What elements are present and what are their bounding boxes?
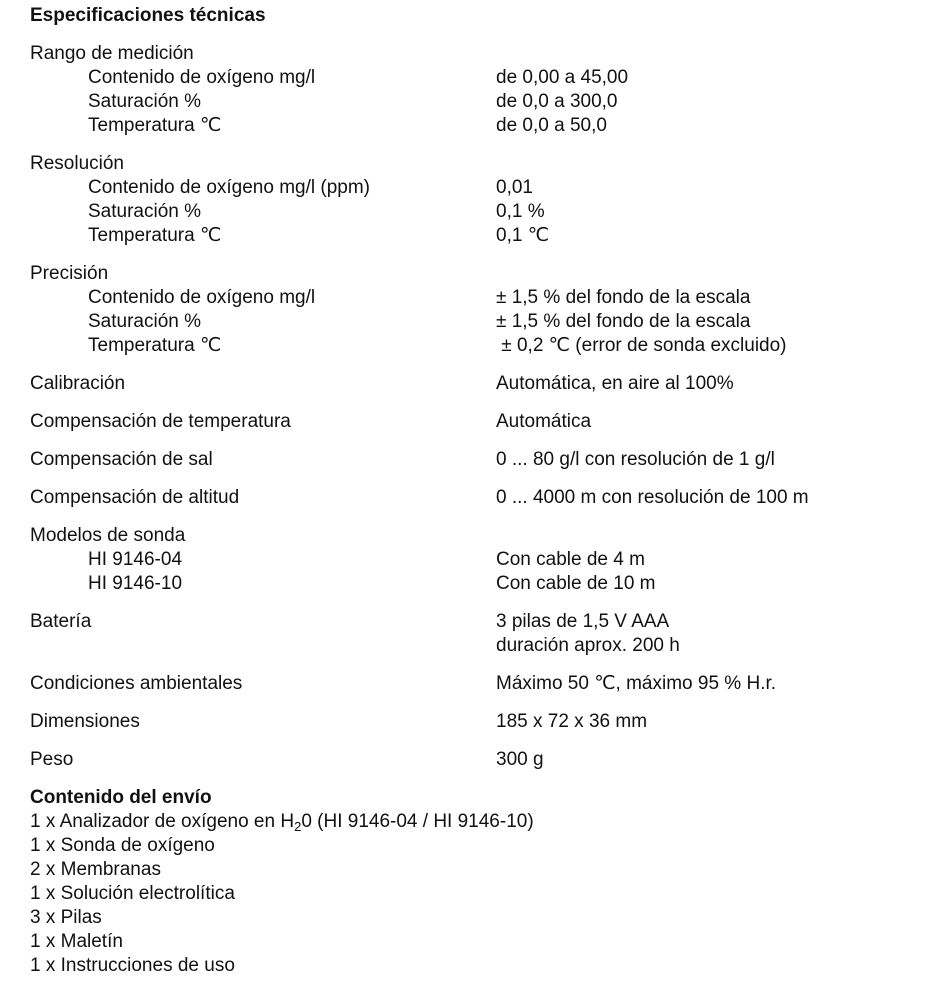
spec-value: de 0,0 a 50,0 [496, 115, 607, 136]
spec-value: Máximo 50 ℃, máximo 95 % H.r. [496, 673, 777, 694]
spec-row-environment [30, 672, 930, 696]
spec-sub-label: HI 9146-04 [88, 549, 183, 570]
spec-label: Compensación de altitud [30, 487, 240, 508]
spec-sub-label: HI 9146-10 [88, 573, 183, 594]
spec-value: 0,1 ℃ [496, 225, 550, 246]
spec-sub-label: Saturación % [88, 201, 202, 222]
spec-value: ± 1,5 % del fondo de la escala [496, 287, 751, 308]
spec-group-resolution [30, 152, 930, 248]
spec-group-label: Precisión [30, 263, 109, 284]
spec-label: Condiciones ambientales [30, 673, 243, 694]
spec-sub-label: Contenido de oxígeno mg/l [88, 287, 316, 308]
shipment-item: 1 x Sonda de oxígeno [30, 835, 215, 856]
spec-value: ± 1,5 % del fondo de la escala [496, 311, 751, 332]
shipment-item: 3 x Pilas [30, 907, 102, 928]
spec-value: 185 x 72 x 36 mm [496, 711, 648, 732]
spec-sub-label: Temperatura ℃ [88, 115, 222, 136]
spec-group-label: Rango de medición [30, 43, 194, 64]
spec-value: Con cable de 4 m [496, 549, 645, 570]
spec-row-altitude-compensation [30, 486, 930, 510]
spec-group-label: Modelos de sonda [30, 525, 186, 546]
spec-group-range [30, 42, 930, 138]
spec-row-battery [30, 610, 930, 658]
spec-row-weight [30, 748, 930, 772]
spec-sub-label: Saturación % [88, 311, 202, 332]
spec-label: Peso [30, 749, 74, 770]
spec-row-salt-compensation [30, 448, 930, 472]
spec-value: 300 g [496, 749, 544, 770]
spec-sub-label: Contenido de oxígeno mg/l [88, 67, 316, 88]
shipment-item: 1 x Maletín [30, 931, 123, 952]
spec-value: duración aprox. 200 h [496, 635, 680, 656]
spec-label: Dimensiones [30, 711, 140, 732]
spec-value: 3 pilas de 1,5 V AAA [496, 611, 670, 632]
spec-value: de 0,0 a 300,0 [496, 91, 618, 112]
spec-label: Compensación de sal [30, 449, 213, 470]
spec-sub-label: Temperatura ℃ [88, 225, 222, 246]
spec-value: Automática, en aire al 100% [496, 373, 734, 394]
spec-label: Batería [30, 611, 92, 632]
spec-value: 0 ... 4000 m con resolución de 100 m [496, 487, 809, 508]
specs-title: Especificaciones técnicas [30, 5, 266, 26]
specs-list [30, 42, 930, 772]
spec-sub-label: Contenido de oxígeno mg/l (ppm) [88, 177, 370, 198]
spec-sub-label: Saturación % [88, 91, 202, 112]
spec-value: de 0,00 a 45,00 [496, 67, 629, 88]
document-page [30, 4, 930, 978]
spec-group-precision [30, 262, 930, 358]
shipment-item: 1 x Solución electrolítica [30, 883, 235, 904]
spec-label: Compensación de temperatura [30, 411, 291, 432]
spec-row-calibration [30, 372, 930, 396]
shipment-item: 2 x Membranas [30, 859, 161, 880]
shipment-title: Contenido del envío [30, 787, 212, 808]
spec-row-dimensions [30, 710, 930, 734]
spec-value: 0,01 [496, 177, 533, 198]
shipment-contents [30, 786, 930, 978]
spec-value: 0,1 % [496, 201, 545, 222]
spec-group-label: Resolución [30, 153, 124, 174]
spec-value: Automática [496, 411, 592, 432]
spec-value: Con cable de 10 m [496, 573, 656, 594]
spec-label: Calibración [30, 373, 126, 394]
spec-sub-label: Temperatura ℃ [88, 335, 222, 356]
shipment-item: 1 x Instrucciones de uso [30, 955, 235, 976]
spec-row-temperature-compensation [30, 410, 930, 434]
shipment-item: 1 x Analizador de oxígeno en $H_20$ (HI 9146-04 / HI 9146-10) [30, 811, 534, 834]
spec-group-probe-models [30, 524, 930, 596]
spec-value: 0 ... 80 g/l con resolución de 1 g/l [496, 449, 775, 470]
spec-value: ± 0,2 ℃ (error de sonda excluido) [496, 335, 787, 356]
